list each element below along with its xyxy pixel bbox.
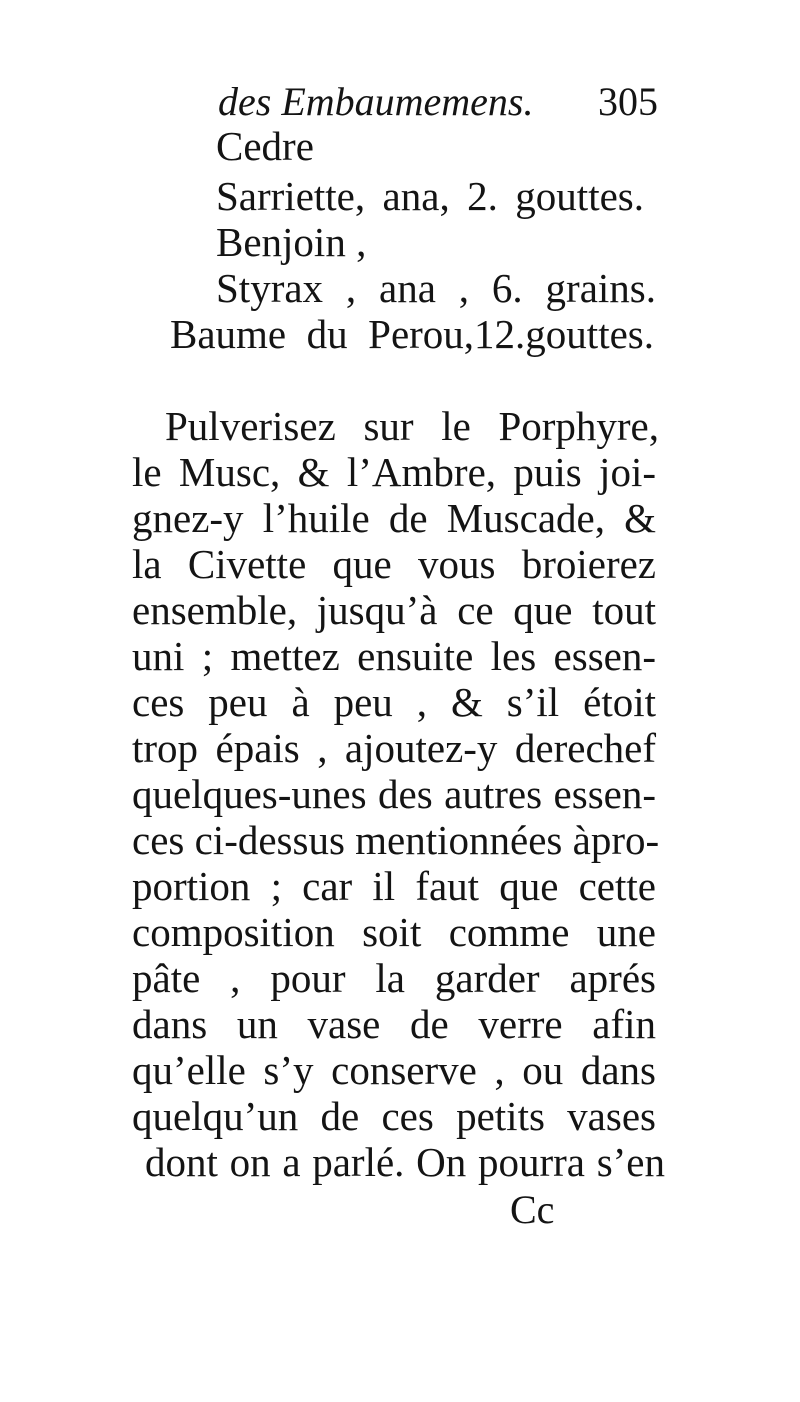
paragraph-line: composition soit comme une: [132, 909, 656, 955]
page-number: 305: [598, 79, 658, 124]
paragraph-line: ces ci-dessus mentionnées àpro-: [132, 817, 660, 863]
paragraph-line: quelqu’un de ces petits vases: [132, 1093, 656, 1139]
paragraph-line: ensemble, jusqu’à ce que tout: [132, 587, 656, 633]
paragraph-line: la Civette que vous broierez: [132, 541, 656, 587]
paragraph-line: dont on a parlé. On pourra s’en: [145, 1139, 665, 1185]
recipe-line: Benjoin ,: [216, 219, 367, 265]
recipe-line: Sarriette, ana, 2. gouttes.: [216, 173, 644, 219]
recipe-line: Cedre: [216, 123, 314, 169]
running-title: des Embaumemens.: [218, 79, 534, 124]
paragraph-line: trop épais , ajoutez-y derechef: [132, 725, 656, 771]
paragraph-line: dans un vase de verre afin: [132, 1001, 656, 1047]
paragraph-line: Pulverisez sur le Porphyre,: [165, 403, 659, 449]
paragraph-line: quelques-unes des autres essen-: [132, 771, 656, 817]
paragraph-line: uni ; mettez ensuite les essen-: [132, 633, 656, 679]
paragraph-line: gnez-y l’huile de Muscade, &: [132, 495, 656, 541]
recipe-line: Baume du Perou,12.gouttes.: [170, 311, 654, 357]
paragraph-line: le Musc, & l’Ambre, puis joi-: [132, 449, 656, 495]
signature-mark: Cc: [510, 1187, 555, 1232]
paragraph-line: qu’elle s’y conserve , ou dans: [132, 1047, 656, 1093]
paragraph-line: ces peu à peu , & s’il étoit: [132, 679, 656, 725]
recipe-line: Styrax , ana , 6. grains.: [216, 265, 656, 311]
paragraph-line: pâte , pour la garder aprés: [132, 955, 656, 1001]
paragraph-line: portion ; car il faut que cette: [132, 863, 656, 909]
